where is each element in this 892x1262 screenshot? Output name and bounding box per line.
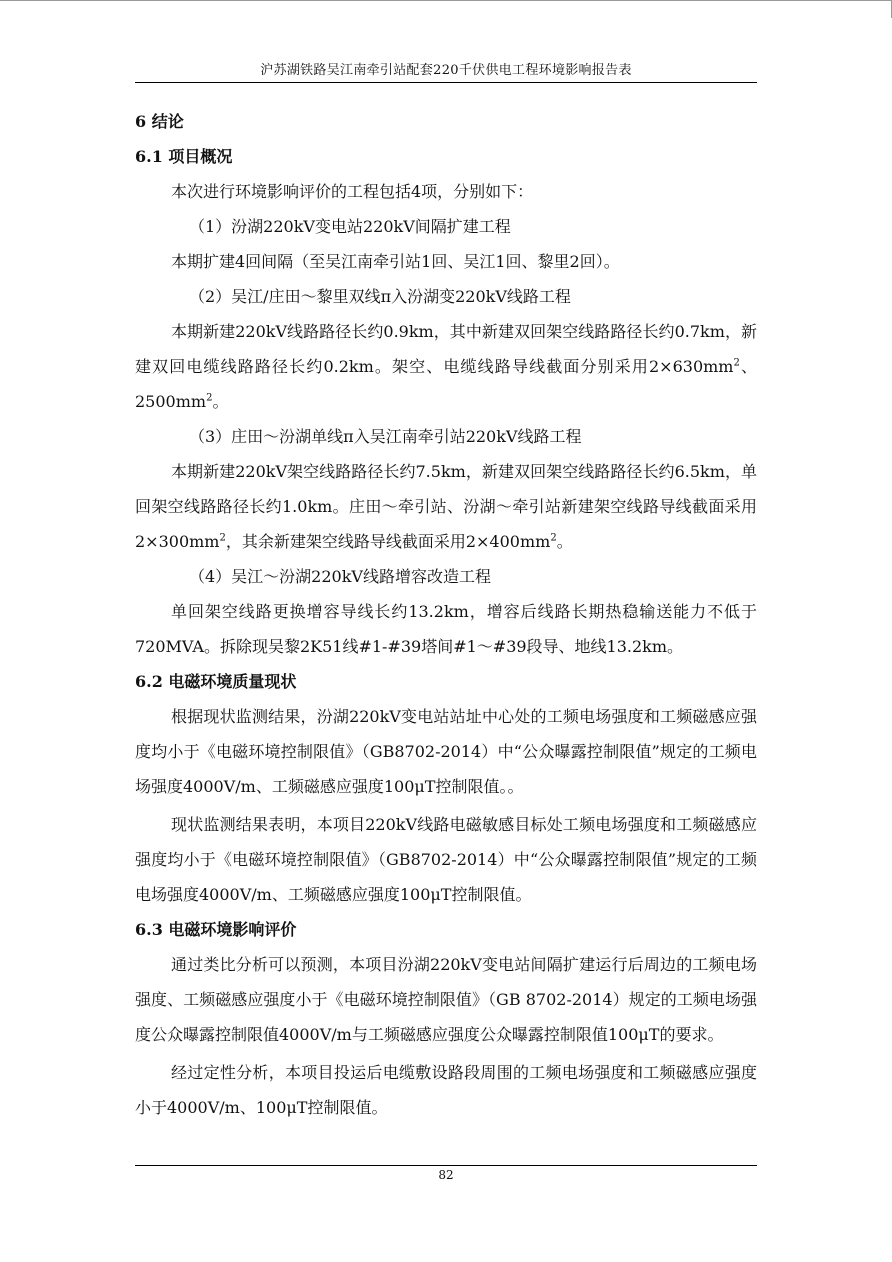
project-item-1-body: 本期扩建4回间隔（至吴江南牵引站1回、吴江1回、黎里2回）。 — [171, 252, 620, 271]
header-rule — [135, 82, 757, 83]
running-header: 沪苏湖铁路吴江南牵引站配套220千伏供电工程环境影响报告表 — [260, 63, 632, 78]
subsection-heading-6-2: 6.2 电磁环境质量现状 — [135, 672, 297, 691]
project-item-4-title: （4）吴江～汾湖220kV线路增容改造工程 — [189, 567, 491, 586]
overview-intro: 本次进行环境影响评价的工程包括4项，分别如下： — [171, 182, 534, 201]
project-item-3-sup-2: 2 — [550, 532, 557, 544]
project-item-4-body: 单回架空线路更换增容导线长约13.2km，增容后线路长期热稳输送能力不低于720MVA。拆除现吴黎2K51线#1-#39塔间#1～#39段导、地线13.2km。 — [135, 602, 757, 656]
project-item-2-text-a: 本期新建220kV线路路径长约0.9km，其中新建双回架空线路路径长约0.7km，新建双回电缆线路路径长约0.2km。架空、电缆线路导线截面分别采用2×630mm — [135, 322, 757, 376]
subsection-heading-6-1: 6.1 项目概况 — [135, 147, 233, 166]
page-top-edge — [0, 0, 892, 1]
project-item-2-sup-2: 2 — [206, 392, 213, 404]
project-item-2-body — [135, 314, 757, 419]
footer-rule — [135, 1165, 757, 1166]
project-item-3-text-c: 。 — [556, 532, 573, 551]
section-heading: 6 结论 — [135, 112, 184, 131]
project-item-3-text-b: ，其余新建架空线路导线截面采用2×400mm — [225, 532, 551, 551]
project-item-2-sup-1: 2 — [733, 357, 740, 369]
em-impact-paragraph-1: 通过类比分析可以预测，本项目汾湖220kV变电站间隔扩建运行后周边的工频电场强度、工频磁感应强度小于《电磁环境控制限值》（GB 8702-2014）规定的工频电场强度公众曝露控制限值4000V/m与工频磁感应强度公众曝露控制限值100μT的要求。 — [135, 955, 757, 1044]
subsection-heading-6-3: 6.3 电磁环境影响评价 — [135, 920, 297, 939]
project-item-2-text-b: 、2500mm — [135, 357, 757, 411]
project-item-3-sup-1: 2 — [219, 532, 226, 544]
project-item-3-title: （3）庄田～汾湖单线π入吴江南牵引站220kV线路工程 — [189, 427, 582, 446]
project-item-3-body — [135, 454, 757, 559]
project-item-2-text-c: 。 — [212, 392, 229, 411]
project-item-3-text-a: 本期新建220kV架空线路路径长约7.5km，新建双回架空线路路径长约6.5km，单回架空线路路径长约1.0km。庄田～牵引站、汾湖～牵引站新建架空线路导线截面采用2×300mm — [135, 462, 757, 551]
em-impact-paragraph-2: 经过定性分析，本项目投运后电缆敷设路段周围的工频电场强度和工频磁感应强度小于4000V/m、100μT控制限值。 — [135, 1063, 757, 1117]
project-item-1-title: （1）汾湖220kV变电站220kV间隔扩建工程 — [189, 217, 511, 236]
em-status-paragraph-1: 根据现状监测结果，汾湖220kV变电站站址中心处的工频电场强度和工频磁感应强度均小于《电磁环境控制限值》（GB8702-2014）中“公众曝露控制限值”规定的工频电场强度4000V/m、工频磁感应强度100μT控制限值。。 — [135, 707, 757, 796]
em-status-paragraph-2: 现状监测结果表明，本项目220kV线路电磁敏感目标处工频电场强度和工频磁感应强度均小于《电磁环境控制限值》（GB8702-2014）中“公众曝露控制限值”规定的工频电场强度4000V/m、工频磁感应强度100μT控制限值。 — [135, 815, 757, 904]
project-item-2-title: （2）吴江/庄田～黎里双线π入汾湖变220kV线路工程 — [189, 287, 571, 306]
document-body — [135, 104, 757, 1125]
page-number: 82 — [438, 1168, 454, 1182]
